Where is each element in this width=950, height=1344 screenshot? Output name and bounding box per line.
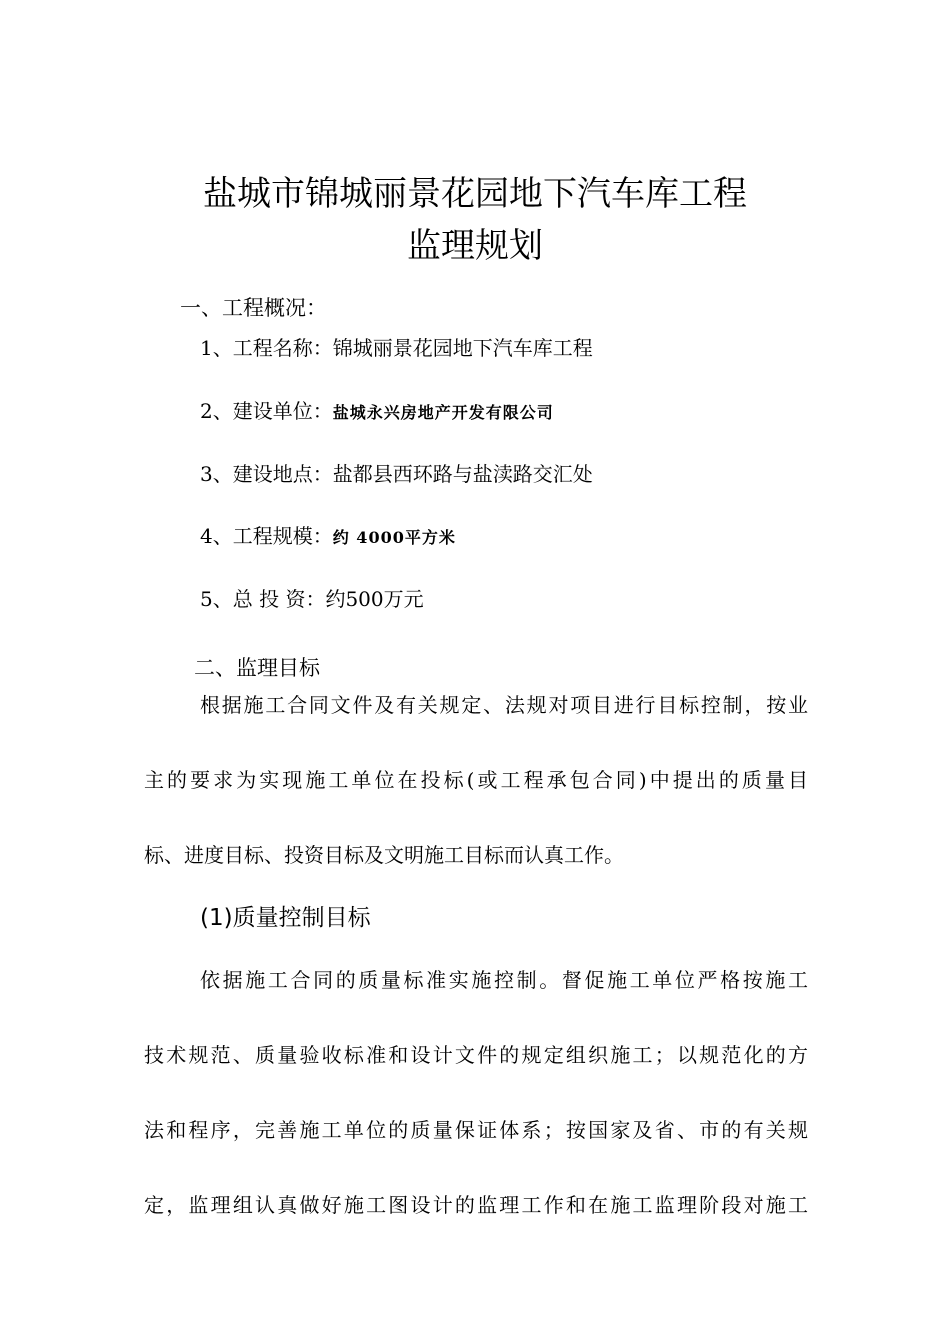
section-heading-supervision-goals: 二、监理目标: [194, 656, 320, 680]
paragraph-line: 根据施工合同文件及有关规定、法规对项目进行目标控制，按业: [200, 693, 808, 717]
overview-item-value: 盐城永兴房地产开发有限公司: [332, 403, 554, 422]
paragraph-line: 法和程序，完善施工单位的质量保证体系；按国家及省、市的有关规: [144, 1118, 808, 1142]
overview-item-label: 2、建设单位：: [200, 399, 333, 423]
overview-item-location: [200, 460, 593, 488]
overview-item-project-name: [200, 334, 593, 362]
overview-item-label: 4、工程规模：: [200, 524, 333, 548]
document-title-line2: 监理规划: [407, 226, 543, 266]
paragraph-line: 主的要求为实现施工单位在投标(或工程承包合同)中提出的质量目: [144, 768, 808, 792]
paragraph-line: 技术规范、质量验收标准和设计文件的规定组织施工；以规范化的方: [144, 1043, 808, 1067]
paragraph-line: 定，监理组认真做好施工图设计的监理工作和在施工监理阶段对施工: [144, 1193, 808, 1217]
overview-item-label: 1、工程名称：: [200, 336, 333, 360]
document-title-line1: 盐城市锦城丽景花园地下汽车库工程: [203, 174, 747, 214]
overview-item-developer: [200, 397, 554, 427]
overview-item-label: 5、总 投 资：: [200, 587, 326, 611]
overview-item-label: 3、建设地点：: [200, 462, 333, 486]
section-heading-quality-control: (1)质量控制目标: [200, 905, 371, 931]
overview-item-value: 盐都县西环路与盐渎路交汇处: [332, 462, 593, 486]
overview-item-value: 约 4000平方米: [332, 528, 456, 547]
paragraph-line: 标、进度目标、投资目标及文明施工目标而认真工作。: [144, 843, 624, 867]
paragraph-line: 依据施工合同的质量标准实施控制。督促施工单位严格按施工: [200, 968, 808, 992]
overview-item-scale: [200, 522, 456, 552]
section-heading-project-overview: 一、工程概况：: [180, 296, 327, 320]
overview-item-value: 约500万元: [325, 587, 424, 611]
overview-item-investment: [200, 585, 424, 613]
overview-item-value: 锦城丽景花园地下汽车库工程: [332, 336, 593, 360]
